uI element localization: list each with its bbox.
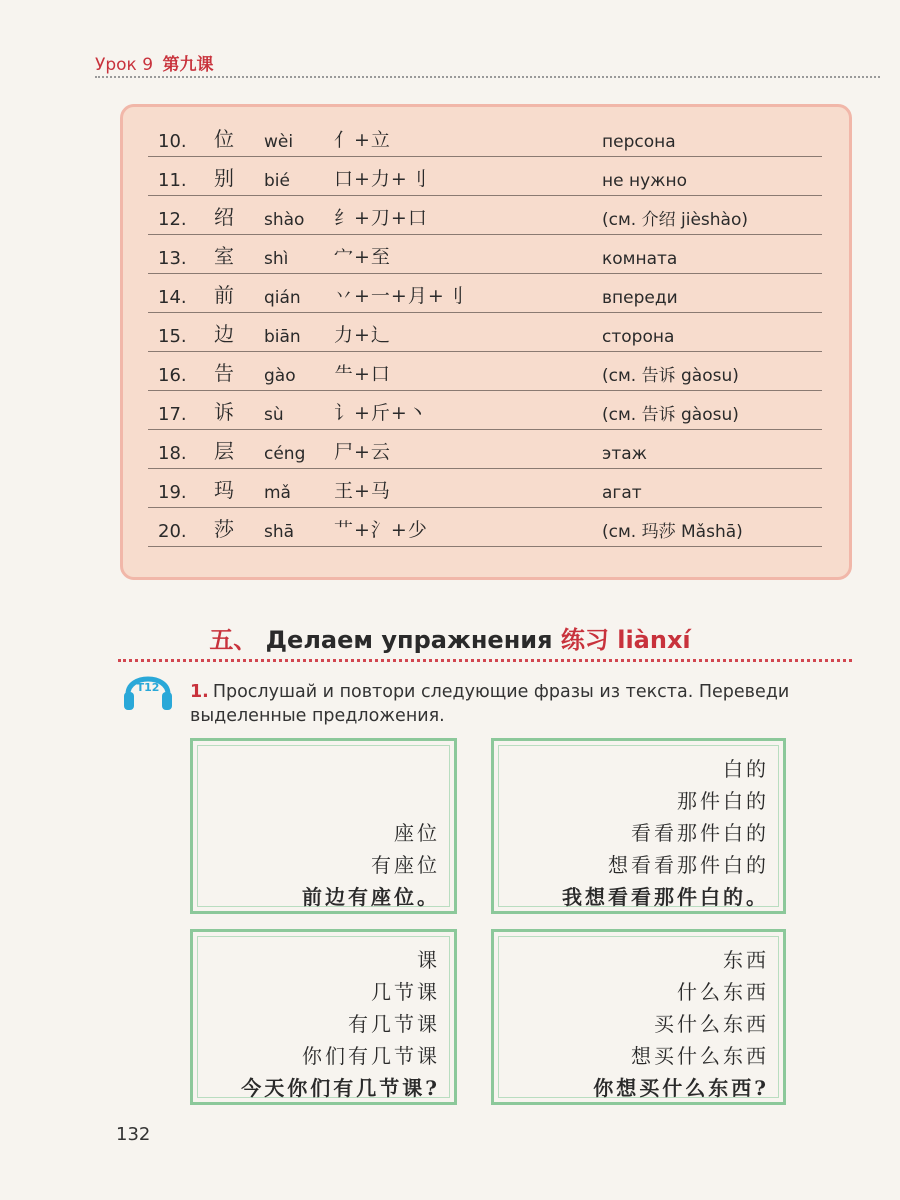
table-row — [148, 351, 822, 391]
phrase-line: 有座位 — [371, 853, 440, 877]
table-row — [148, 468, 822, 508]
table-row — [148, 273, 822, 313]
row-number: 14. — [158, 287, 187, 308]
table-row — [148, 195, 822, 235]
table-row — [148, 507, 822, 547]
row-pinyin: wèi — [264, 132, 294, 152]
exercise-instruction — [190, 680, 855, 728]
phrase-line-highlighted: 前边有座位。 — [302, 885, 440, 909]
row-pinyin: céng — [264, 444, 306, 464]
row-number: 16. — [158, 365, 187, 386]
lesson-label-chinese: 第九课 — [162, 55, 214, 75]
section-number: 五、 — [209, 626, 258, 654]
row-components: 丷+一+月+刂 — [334, 285, 465, 307]
audio-track-label: T12 — [136, 681, 160, 694]
table-row — [148, 156, 822, 196]
row-meaning: персона — [602, 132, 676, 152]
row-number: 10. — [158, 131, 187, 152]
section-title-russian: Делаем упражнения — [265, 626, 553, 654]
row-pinyin: shā — [264, 522, 295, 542]
phrase-line: 你们有几节课 — [302, 1044, 440, 1068]
phrase-line: 买什么东西 — [654, 1012, 769, 1036]
row-character: 玛 — [214, 478, 234, 502]
row-pinyin: sù — [264, 405, 284, 425]
header-divider — [95, 76, 880, 78]
row-number: 15. — [158, 326, 187, 347]
row-number: 17. — [158, 404, 187, 425]
row-components: 亻+立 — [334, 129, 391, 151]
phrase-box — [190, 738, 457, 914]
row-number: 11. — [158, 170, 187, 191]
table-row — [148, 312, 822, 352]
row-pinyin: biān — [264, 327, 301, 347]
row-components: 艹+氵+少 — [334, 519, 428, 541]
row-character: 告 — [214, 361, 234, 385]
table-row — [148, 390, 822, 430]
table-row — [148, 234, 822, 274]
row-meaning: (см. 告诉 gàosu) — [602, 405, 739, 425]
section-divider — [118, 659, 852, 662]
row-number: 13. — [158, 248, 187, 269]
row-character: 前 — [214, 283, 234, 307]
page-header — [95, 50, 213, 75]
section-title-chinese: 练习 — [560, 626, 609, 654]
exercise-number: 1. — [190, 682, 209, 702]
row-components: 尸+云 — [334, 441, 391, 463]
phrase-line: 东西 — [723, 948, 769, 972]
row-components: ⺧+口 — [334, 363, 391, 385]
row-meaning: агат — [602, 483, 642, 503]
row-character: 诉 — [214, 400, 234, 424]
phrase-line: 想看看那件白的 — [608, 853, 769, 877]
row-meaning: не нужно — [602, 171, 687, 191]
row-pinyin: shì — [264, 249, 289, 269]
phrase-line: 课 — [417, 948, 440, 972]
row-meaning: этаж — [602, 444, 647, 464]
row-number: 19. — [158, 482, 187, 503]
row-meaning: сторона — [602, 327, 675, 347]
row-pinyin: mǎ — [264, 483, 291, 503]
row-components: 讠+斤+丶 — [334, 402, 428, 424]
row-meaning: (см. 玛莎 Mǎshā) — [602, 522, 743, 542]
row-meaning: впереди — [602, 288, 678, 308]
phrase-line: 想买什么东西 — [631, 1044, 769, 1068]
row-components: 王+马 — [334, 480, 391, 502]
table-row — [148, 117, 822, 157]
phrase-box — [491, 929, 786, 1105]
section-title — [0, 620, 900, 655]
phrase-line: 座位 — [394, 821, 440, 845]
row-components: 口+力+刂 — [334, 168, 428, 190]
row-character: 莎 — [214, 517, 234, 541]
headphones-audio-icon[interactable] — [120, 664, 176, 716]
row-meaning: (см. 介绍 jièshào) — [602, 210, 749, 230]
phrase-box — [491, 738, 786, 914]
row-pinyin: gào — [264, 366, 296, 386]
row-components: 宀+至 — [334, 246, 391, 268]
row-character: 别 — [214, 166, 234, 190]
row-character: 边 — [214, 322, 234, 346]
row-meaning: (см. 告诉 gàosu) — [602, 366, 739, 386]
phrase-line-highlighted: 我想看看那件白的。 — [562, 885, 769, 909]
row-components: 力+辶 — [334, 324, 391, 346]
phrase-line: 看看那件白的 — [631, 821, 769, 845]
row-character: 层 — [214, 439, 234, 463]
phrase-line-highlighted: 你想买什么东西? — [593, 1076, 769, 1100]
row-number: 20. — [158, 521, 187, 542]
lesson-label: Урок 9 — [95, 55, 154, 75]
row-pinyin: shào — [264, 210, 305, 230]
phrase-line: 有几节课 — [348, 1012, 440, 1036]
row-number: 12. — [158, 209, 187, 230]
phrase-line: 什么东西 — [677, 980, 769, 1004]
phrase-box — [190, 929, 457, 1105]
row-pinyin: qián — [264, 288, 301, 308]
page-number: 132 — [116, 1124, 151, 1145]
phrase-line-highlighted: 今天你们有几节课? — [241, 1076, 440, 1100]
row-character: 室 — [214, 244, 234, 268]
row-pinyin: bié — [264, 171, 290, 191]
row-character: 位 — [214, 127, 234, 151]
phrase-line: 那件白的 — [677, 789, 769, 813]
section-title-pinyin: liànxí — [617, 626, 691, 654]
phrase-line: 几节课 — [371, 980, 440, 1004]
table-row — [148, 429, 822, 469]
row-meaning: комната — [602, 249, 678, 269]
row-components: 纟+刀+口 — [334, 207, 428, 229]
phrase-line: 白的 — [723, 757, 769, 781]
exercise-text: Прослушай и повтори следующие фразы из текста. Переведи выделенные предложения. — [190, 682, 790, 726]
row-character: 绍 — [214, 205, 234, 229]
row-number: 18. — [158, 443, 187, 464]
